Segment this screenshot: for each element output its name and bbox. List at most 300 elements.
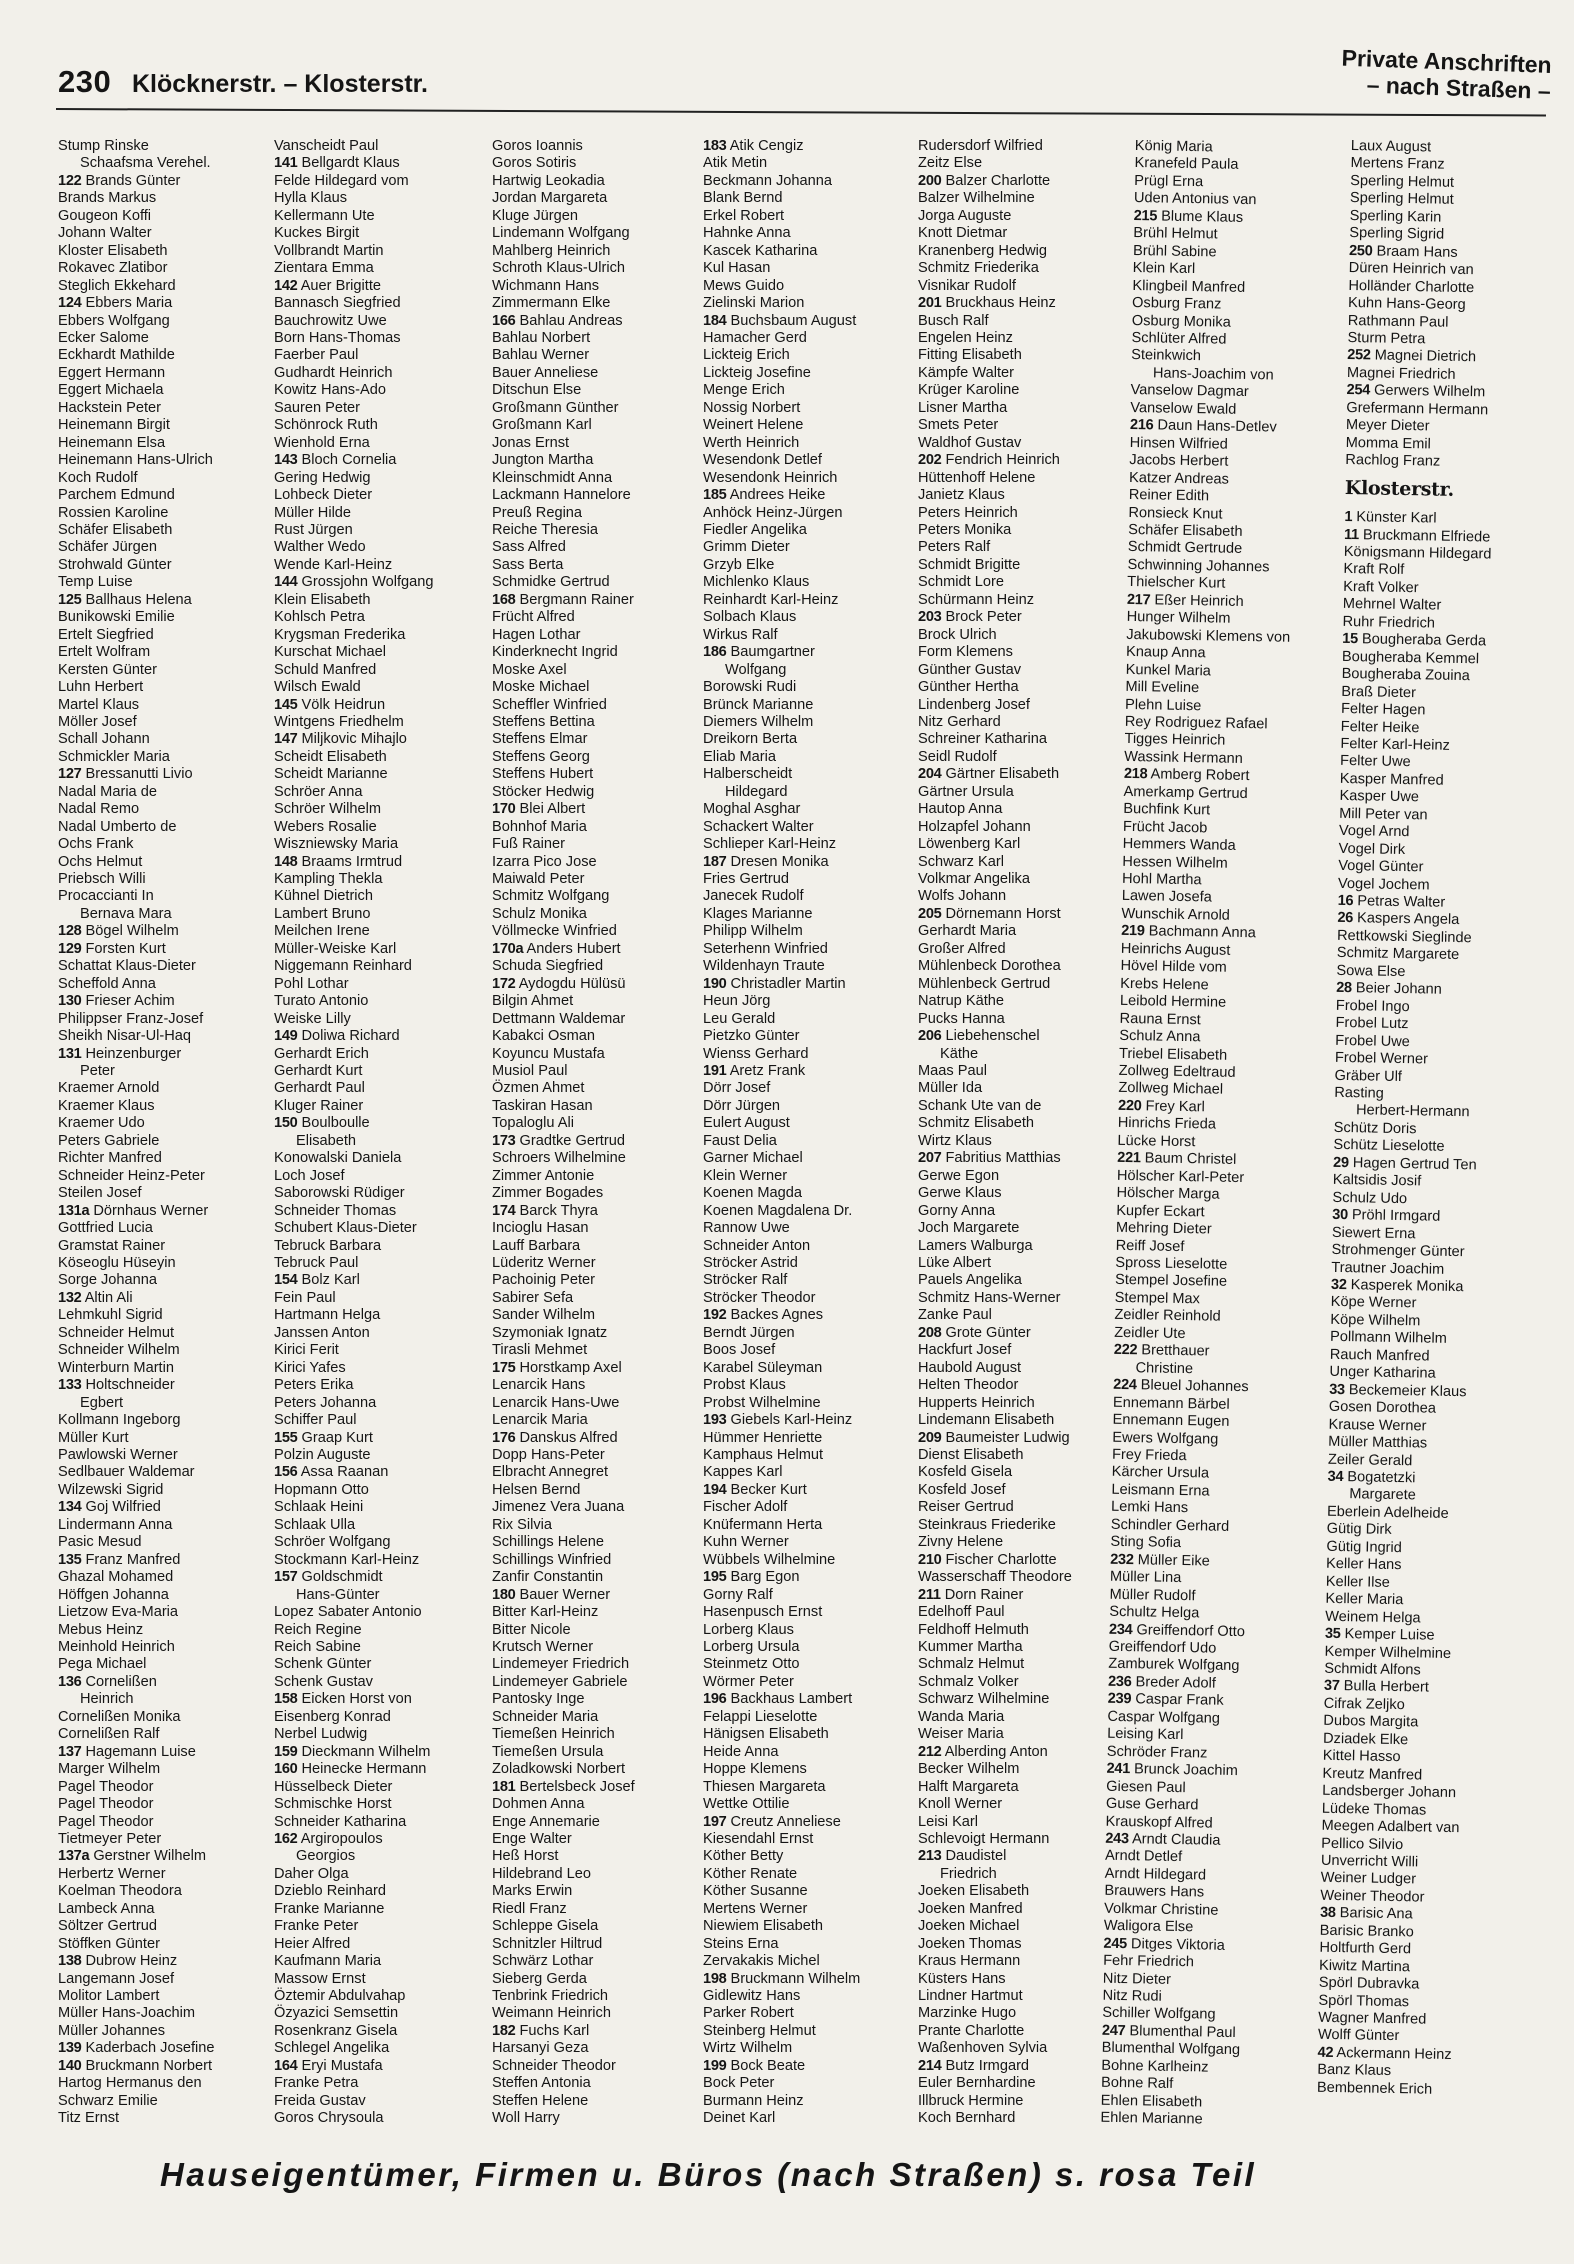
resident-entry: Heinemann Birgit [58,417,170,434]
house-number: 172 [492,975,516,992]
resident-entry: Marks Erwin [492,1883,573,1900]
resident-entry: Gering Hedwig [274,469,371,486]
resident-entry: Sperling Helmut [1349,190,1454,209]
resident-entry: Küsters Hans [918,1970,1006,1987]
resident-entry: Lambeck Anna [58,1900,155,1917]
house-number: 212 [918,1743,942,1760]
resident-entry: Schmidt Alfons [1324,1660,1421,1679]
resident-entry: 160 Heinecke Hermann [274,1761,427,1778]
resident-entry: Schmalz Volker [918,1673,1019,1690]
resident-entry: 157 Goldschmidt [274,1569,383,1586]
resident-entry: Köpe Werner [1330,1294,1417,1312]
resident-entry: Schubert Klaus-Dieter [274,1220,417,1237]
footer-note: Hauseigentümer, Firmen u. Büros (nach Straßen) s. rosa Teil [160,2156,1257,2193]
house-number: 254 [1346,382,1371,399]
resident-entry: Goros Chrysoula [274,2110,384,2127]
resident-entry: Marzinke Hugo [918,2005,1017,2022]
resident-entry: Lackmann Hannelore [492,487,631,504]
resident-entry: Lenarcik Hans-Uwe [492,1394,620,1411]
resident-entry: 158 Eicken Horst von [274,1691,412,1708]
resident-entry: Webers Rosalie [274,818,377,835]
resident-entry: Feldhoff Helmuth [918,1621,1029,1638]
resident-entry: Zivny Helene [918,1534,1004,1551]
house-number: 145 [274,696,298,713]
resident-entry: Hans-Günter [296,1586,380,1603]
house-number: 193 [703,1412,727,1429]
resident-entry: Strohmenger Günter [1331,1241,1465,1261]
resident-entry: Banz Klaus [1317,2062,1392,2080]
resident-entry: Volkmar Angelika [918,871,1030,888]
resident-entry: Menge Erich [703,382,785,399]
resident-entry: Franke Peter [274,1918,359,1935]
resident-entry: Scheidt Elisabeth [274,748,387,765]
house-number: 173 [492,1132,516,1149]
resident-entry: Joeken Michael [918,1918,1020,1935]
resident-entry: 168 Bergmann Rainer [492,591,634,608]
resident-entry: Gudhardt Heinrich [274,364,393,381]
resident-entry: Martel Klaus [58,696,140,713]
house-number: 170a [492,940,524,957]
resident-entry: Rauna Ernst [1119,1010,1201,1028]
resident-entry: Schäfer Elisabeth [58,521,173,538]
resident-entry: Jungton Martha [492,452,594,469]
resident-entry: Mill Peter van [1339,805,1428,824]
resident-entry: 176 Danskus Alfred [492,1429,618,1446]
house-number: 203 [918,609,942,626]
house-number: 174 [492,1202,516,1219]
resident-entry: Zanke Paul [918,1307,992,1324]
resident-entry: Johann Walter [58,225,152,242]
resident-entry: Kuhn Hans-Georg [1347,295,1466,314]
resident-entry: 220 Frey Karl [1117,1097,1205,1116]
resident-entry: Kirici Yafes [274,1359,346,1376]
resident-entry: Hartmann Helga [274,1307,381,1324]
resident-entry: Fries Gertrud [703,871,789,888]
house-number: 224 [1113,1376,1137,1394]
resident-entry: Hessen Wilhelm [1122,853,1228,872]
resident-entry: Wichmann Hans [492,277,600,294]
resident-entry: Kosfeld Gisela [918,1464,1013,1481]
resident-entry: Fischer Adolf [703,1499,788,1516]
resident-entry: Kollmann Ingeborg [58,1412,181,1429]
resident-entry: Brock Ulrich [918,626,997,643]
resident-entry: Kummer Martha [918,1638,1023,1655]
resident-entry: Schlaak Heini [274,1499,364,1516]
house-number: 207 [918,1150,942,1167]
resident-entry: Brühl Helmut [1133,225,1218,243]
resident-entry: Köseoglu Hüseyin [58,1255,176,1271]
resident-entry: Schröder Franz [1106,1743,1208,1762]
resident-entry: Fiedler Angelika [703,521,807,538]
resident-entry: Pantosky Inge [492,1691,585,1708]
resident-entry: 148 Braams Irmtrud [274,853,403,870]
resident-entry: Schmitz Margarete [1336,945,1460,964]
house-number: 205 [918,905,942,922]
house-number: 130 [58,993,82,1010]
resident-entry: Tiemeßen Ursula [492,1743,604,1760]
resident-entry: Frobel Lutz [1335,1015,1409,1033]
resident-entry: Lindemeyer Friedrich [492,1656,630,1673]
house-number: 166 [492,312,516,329]
resident-entry: Weinem Helga [1325,1608,1421,1627]
resident-entry: Gottfried Lucia [58,1220,153,1237]
resident-entry: Eberlein Adelheide [1326,1503,1449,1522]
resident-entry: Illbruck Hermine [918,2092,1024,2109]
resident-entry: 38 Barisic Ana [1319,1905,1413,1923]
resident-entry: 232 Müller Eike [1110,1551,1210,1570]
house-number: 128 [58,923,82,940]
house-number: 157 [274,1569,298,1586]
resident-entry: Schwarz Wilhelmine [918,1691,1050,1708]
resident-entry: Wolfs Johann [918,888,1007,905]
house-number: 194 [703,1481,727,1498]
resident-entry: Kamphaus Helmut [703,1446,824,1463]
resident-entry: Osburg Monika [1131,312,1231,331]
resident-entry: Brands Markus [58,190,157,207]
resident-entry: Steinkraus Friederike [918,1516,1056,1533]
resident-entry: 139 Kaderbach Josefine [58,2040,215,2057]
house-number: 155 [274,1429,298,1446]
resident-entry: Meyer Dieter [1345,417,1430,435]
resident-entry: Gougeon Koffi [58,207,152,224]
house-number: 252 [1347,347,1371,364]
resident-entry: Probst Klaus [703,1377,786,1394]
resident-entry: Jimenez Vera Juana [492,1499,625,1516]
resident-entry: Schäfer Elisabeth [1128,521,1243,540]
resident-entry: Heinemann Elsa [58,434,166,451]
resident-entry: Garner Michael [703,1150,803,1167]
resident-entry: Arndt Detlef [1104,1848,1183,1866]
resident-entry: Moske Axel [492,661,567,678]
resident-entry: Vogel Günter [1338,858,1424,876]
resident-entry: Hänigsen Elisabeth [703,1726,829,1743]
resident-entry: Peters Monika [918,521,1012,538]
resident-entry: Halft Margareta [918,1778,1019,1795]
resident-entry: 207 Fabritius Matthias [918,1150,1061,1167]
resident-entry: Schmalz Helmut [918,1656,1025,1673]
resident-entry: 192 Backes Agnes [703,1307,823,1324]
resident-entry: Siewert Erna [1331,1224,1416,1242]
resident-entry: Gramstat Rainer [58,1237,166,1254]
resident-entry: 182 Fuchs Karl [492,2022,590,2039]
resident-entry: Felter Uwe [1339,753,1411,771]
resident-entry: Parchem Edmund [58,487,175,504]
resident-entry: Reiser Gertrud [918,1499,1014,1516]
resident-entry: Caspar Wolfgang [1107,1708,1221,1727]
resident-entry: Schneider Helmut [58,1324,174,1341]
resident-entry: Dubos Margita [1323,1713,1419,1731]
resident-entry: Mill Eveline [1125,678,1200,697]
resident-entry: Pagel Theodor [58,1778,154,1795]
resident-entry: Kraft Rolf [1343,561,1405,579]
resident-entry: Boos Josef [703,1342,776,1359]
resident-entry: Tebruck Paul [274,1255,359,1271]
resident-entry: 252 Magnei Dietrich [1347,347,1477,366]
resident-entry: Leibold Hermine [1119,993,1227,1011]
resident-entry: Müller-Weiske Karl [274,940,397,957]
resident-entry: Stockmann Karl-Heinz [274,1551,420,1568]
resident-entry: Christine [1135,1359,1194,1377]
resident-entry: 174 Barck Thyra [492,1202,598,1219]
resident-entry: Mehrnel Walter [1342,596,1442,614]
resident-entry: Hackfurt Josef [918,1342,1012,1359]
resident-entry: Knaup Anna [1125,644,1206,662]
resident-entry: Michlenko Klaus [703,574,810,591]
resident-entry: Schuld Manfred [274,661,377,678]
resident-entry: Osburg Franz [1131,295,1222,313]
resident-entry: 15 Bougheraba Gerda [1342,631,1487,650]
resident-entry: Hildebrand Leo [492,1865,591,1882]
resident-entry: Form Klemens [918,644,1013,661]
resident-entry: Wienss Gerhard [703,1045,809,1062]
resident-entry: Kraemer Udo [58,1115,145,1132]
resident-entry: Lickteig Erich [703,347,790,364]
resident-entry: Ertelt Wolfram [58,644,151,661]
house-number: 198 [703,1970,727,1987]
resident-entry: Hagen Lothar [492,626,581,643]
house-number: 176 [492,1429,516,1446]
resident-entry: 140 Bruckmann Norbert [58,2057,213,2074]
house-number: 247 [1101,2022,1126,2040]
resident-entry: Dohmen Anna [492,1796,585,1813]
resident-entry: Dreikorn Berta [703,731,798,748]
resident-entry: Zollweg Michael [1118,1080,1224,1099]
resident-entry: Müller Ida [918,1080,983,1097]
house-number: 180 [492,1586,516,1603]
resident-entry: Düren Heinrich van [1348,260,1474,279]
resident-entry: Grimm Dieter [703,539,790,556]
resident-entry: Felter Heike [1340,718,1420,736]
house-number: 222 [1113,1342,1138,1359]
house-number: 239 [1107,1691,1132,1708]
resident-entry: Kunkel Maria [1125,661,1212,679]
resident-entry: 247 Blumenthal Paul [1101,2022,1236,2041]
resident-entry: Leisi Karl [918,1813,979,1830]
resident-entry: Zamburek Wolfgang [1108,1656,1240,1675]
resident-entry: Frobel Werner [1334,1049,1429,1068]
house-number: 234 [1108,1621,1133,1638]
resident-entry: Kohlsch Petra [274,609,365,626]
resident-entry: Karabel Süleyman [703,1359,823,1376]
resident-entry: Klingbeil Manfred [1132,277,1246,296]
resident-entry: Hylla Klaus [274,190,347,207]
resident-entry: Atik Metin [703,155,768,172]
resident-entry: Georgios [296,1848,356,1865]
resident-entry: Steffens Bettina [492,713,595,730]
resident-entry: 162 Argiropoulos [274,1830,383,1847]
resident-entry: Krauskopf Alfred [1105,1813,1213,1832]
resident-entry: 30 Pröhl Irmgard [1332,1207,1441,1225]
resident-entry: Wirkus Ralf [703,626,778,643]
resident-entry: Schnitzler Hiltrud [492,1935,603,1952]
resident-entry: Goros Ioannis [492,138,583,154]
house-number: 209 [918,1429,942,1446]
house-number: 216 [1129,417,1154,434]
resident-entry: Peter [80,1063,115,1080]
resident-entry: Koch Bernhard [918,2110,1016,2127]
resident-entry: Schlegel Angelika [274,2040,390,2057]
resident-entry: Dörr Josef [703,1080,771,1097]
resident-entry: Temp Luise [58,574,133,591]
resident-entry: Maas Paul [918,1063,987,1080]
resident-entry: Bohnhof Maria [492,818,587,835]
resident-entry: Jakubowski Klemens von [1126,626,1291,646]
house-number: 133 [58,1377,82,1394]
house-number: 134 [58,1499,82,1516]
resident-entry: Uden Antonius van [1133,190,1257,209]
resident-entry: Lenarcik Hans [492,1377,586,1394]
resident-entry: Frey Frieda [1111,1446,1187,1465]
resident-entry: Stöffken Günter [58,1935,160,1952]
resident-entry: 186 Baumgartner [703,644,815,661]
resident-entry: Schneider Thomas [274,1202,397,1219]
house-number: 150 [274,1115,298,1132]
resident-entry: Philipp Wilhelm [703,923,803,940]
resident-entry: Lamers Walburga [918,1237,1033,1254]
resident-entry: Werth Heinrich [703,434,800,451]
resident-entry: Kinderknecht Ingrid [492,644,618,661]
resident-entry: Lüderitz Werner [492,1255,596,1271]
resident-entry: Edelhoff Paul [918,1604,1005,1621]
resident-entry: Parker Robert [703,2005,794,2022]
house-number: 214 [918,2057,942,2074]
resident-entry: Zollweg Edeltraud [1118,1062,1236,1081]
resident-entry: Reiff Josef [1115,1237,1185,1255]
resident-entry: 197 Creutz Anneliese [703,1813,841,1830]
resident-entry: 183 Atik Cengiz [703,138,804,154]
resident-entry: Sander Wilhelm [492,1307,596,1324]
resident-entry: Weiser Maria [918,1726,1004,1743]
house-number: 186 [703,644,727,661]
resident-entry: Gerhardt Kurt [274,1063,363,1080]
resident-entry: Pawlowski Werner [58,1446,178,1463]
resident-entry: Richter Manfred [58,1150,162,1167]
resident-entry: Großmann Günther [492,399,619,416]
resident-entry: Spörl Dubravka [1318,1974,1420,1993]
resident-entry: Koenen Magdalena Dr. [703,1202,853,1219]
resident-entry: Brünck Marianne [703,696,814,713]
resident-entry: Prügl Erna [1134,172,1204,191]
resident-entry: Schwarz Emilie [58,2092,158,2109]
resident-entry: Freida Gustav [274,2092,366,2109]
resident-entry: Riedl Franz [492,1900,567,1917]
resident-entry: Zervakakis Michel [703,1953,820,1970]
resident-entry: Dörr Jürgen [703,1097,781,1114]
resident-entry: 185 Andrees Heike [703,487,826,504]
resident-entry: Köther Susanne [703,1883,808,1900]
resident-entry: Grzyb Elke [703,556,775,573]
resident-entry: Schenk Gustav [274,1673,373,1690]
resident-entry: Kurschat Michael [274,644,386,661]
resident-entry: Schwinning Johannes [1127,556,1270,576]
resident-entry: Bougheraba Zouina [1341,666,1470,685]
house-number: 220 [1117,1097,1142,1115]
resident-entry: 245 Ditges Viktoria [1103,1935,1225,1954]
resident-entry: Unverricht Willi [1320,1852,1419,1871]
resident-entry: Rossien Karoline [58,504,169,521]
resident-entry: Wasserschaff Theodore [918,1569,1072,1586]
resident-entry: Bohne Karlheinz [1101,2057,1209,2076]
resident-entry: Kämpfe Walter [918,364,1014,381]
resident-entry: Felter Karl-Heinz [1340,735,1451,754]
resident-entry: Hemmers Wanda [1122,836,1236,854]
house-number: 218 [1123,766,1148,783]
resident-entry: Smets Peter [918,417,999,434]
house-number: 175 [492,1359,516,1376]
resident-entry: Ecker Salome [58,329,149,346]
resident-entry: 37 Bulla Herbert [1323,1678,1429,1697]
resident-entry: Joeken Elisabeth [918,1883,1030,1900]
resident-entry: 254 Gerwers Wilhelm [1346,382,1486,401]
house-number: 210 [918,1551,942,1568]
resident-entry: Hoppe Klemens [703,1761,807,1778]
resident-entry: Trautner Joachim [1331,1259,1445,1278]
resident-entry: Ertelt Siegfried [58,626,154,643]
resident-entry: Holländer Charlotte [1348,277,1475,296]
resident-entry: Wilsch Ewald [274,679,361,696]
resident-entry: Lopez Sabater Antonio [274,1604,422,1621]
resident-entry: 206 Liebehenschel [918,1028,1040,1045]
resident-entry: Vanselow Dagmar [1130,382,1249,401]
resident-entry: Zeidler Reinhold [1114,1307,1221,1326]
resident-entry: Wintgens Friedhelm [274,713,404,730]
resident-entry: 199 Bock Beate [703,2057,806,2074]
resident-entry: Wilzewski Sigrid [58,1481,164,1498]
resident-entry: Hartog Hermanus den [58,2075,202,2092]
resident-entry: Zoladkowski Norbert [492,1761,626,1778]
resident-entry: Strohwald Günter [58,556,172,573]
resident-entry: Hopmann Otto [274,1481,369,1498]
resident-entry: Köther Renate [703,1865,798,1882]
resident-entry: 34 Bogatetzki [1327,1468,1416,1487]
resident-entry: König Maria [1134,138,1213,156]
resident-entry: Heide Anna [703,1743,779,1760]
resident-entry: 201 Bruckhaus Heinz [918,295,1056,312]
resident-entry: Kraemer Klaus [58,1097,155,1114]
resident-entry: Bannasch Siegfried [274,295,401,312]
house-number: 158 [274,1691,298,1708]
resident-entry: Euler Bernhardine [918,2075,1036,2092]
resident-entry: Frobel Ingo [1335,997,1410,1015]
resident-entry: 128 Bögel Wilhelm [58,923,179,940]
resident-entry: Rosenkranz Gisela [274,2022,398,2039]
resident-entry: Hüsselbeck Dieter [274,1778,393,1795]
resident-entry: Köpe Wilhelm [1330,1311,1421,1330]
resident-entry: Nadal Remo [58,801,140,818]
house-number: 190 [703,975,727,992]
house-number: 125 [58,591,82,608]
resident-entry: Mertens Werner [703,1900,808,1917]
resident-entry: Hackstein Peter [58,399,162,416]
resident-entry: 193 Giebels Karl-Heinz [703,1412,853,1429]
address-columns [58,138,1558,2138]
resident-entry: Tenbrink Friedrich [492,1988,608,2005]
resident-entry: Steffen Antonia [492,2075,591,2092]
resident-entry: Kiwitz Martina [1318,1957,1411,1975]
resident-entry: Stump Rinske [58,138,149,154]
resident-entry: Schank Ute van de [918,1097,1042,1114]
resident-entry: 241 Brunck Joachim [1106,1760,1238,1780]
resident-entry: Sting Sofia [1110,1534,1182,1552]
resident-entry: Schackert Walter [703,818,814,835]
resident-entry: Fuß Rainer [492,836,565,853]
resident-entry: 137 Hagemann Luise [58,1743,196,1760]
resident-entry: 137a Gerstner Wilhelm [58,1848,207,1865]
resident-entry: Cifrak Zeljko [1323,1695,1405,1714]
resident-entry: Ronsieck Knut [1128,504,1223,523]
house-number: 182 [492,2022,516,2039]
resident-entry: Meegen Adalbert van [1321,1817,1460,1837]
